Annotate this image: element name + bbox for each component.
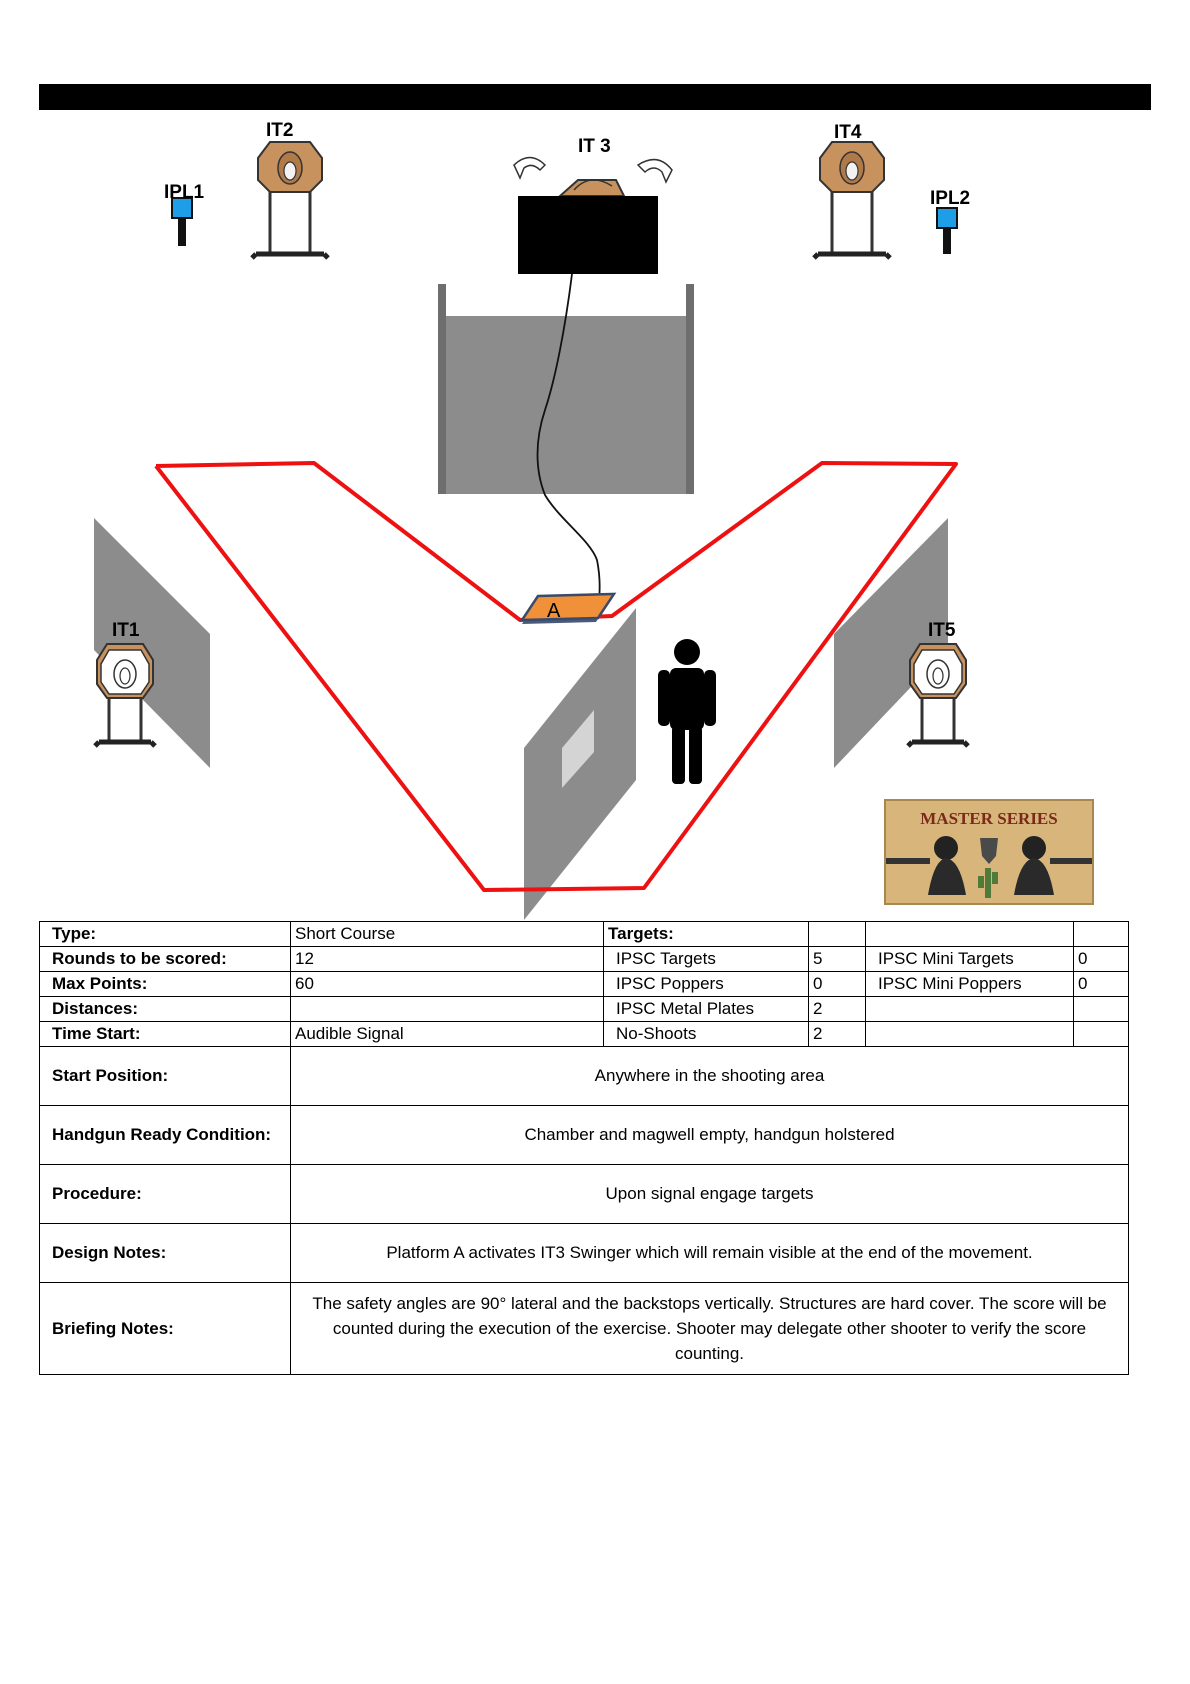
it3-swinger [514, 158, 672, 275]
ipl2-popper [937, 208, 957, 254]
row-design-notes [40, 1224, 1129, 1283]
header-bar [39, 84, 1151, 110]
row-procedure [40, 1165, 1129, 1224]
briefing-notes-label: Briefing Notes: [40, 1283, 291, 1375]
it1-target [95, 644, 155, 746]
label-it1: IT1 [112, 620, 140, 641]
it5-target [908, 644, 968, 746]
label-platform-a: A [547, 600, 561, 622]
target-count: 2 [809, 1022, 866, 1047]
time-start-value: Audible Signal [291, 1022, 604, 1047]
row-start-position [40, 1047, 1129, 1106]
time-start-label: Time Start: [40, 1022, 291, 1047]
briefing-notes-value: The safety angles are 90° lateral and the backstops vertically. Structures are hard cover. The score will be counted during the execution of the exercise. Shooter may delegate other shooter to verify the score counting. [291, 1283, 1129, 1375]
max-points-value: 60 [291, 972, 604, 997]
it4-target [814, 142, 890, 258]
target-count: 0 [809, 972, 866, 997]
procedure-value: Upon signal engage targets [291, 1165, 1129, 1224]
svg-text:MASTER SERIES: MASTER SERIES [920, 809, 1058, 828]
target-name: IPSC Targets [604, 947, 809, 972]
it2-target [252, 142, 328, 258]
type-value: Short Course [291, 922, 604, 947]
distances-label: Distances: [40, 997, 291, 1022]
row-ready-condition [40, 1106, 1129, 1165]
design-notes-label: Design Notes: [40, 1224, 291, 1283]
target-count: 5 [809, 947, 866, 972]
rounds-value: 12 [291, 947, 604, 972]
label-ipl1: IPL1 [164, 182, 205, 203]
distances-value [291, 997, 604, 1022]
row-rounds [40, 947, 1129, 972]
label-ipl2: IPL2 [930, 188, 971, 209]
mini-target-count: 0 [1074, 947, 1129, 972]
shooter-icon [658, 639, 716, 784]
targets-label: Targets: [604, 922, 809, 947]
target-count: 2 [809, 997, 866, 1022]
ipl1-popper [172, 198, 192, 246]
briefing-table [39, 921, 1129, 1375]
target-name: No-Shoots [604, 1022, 809, 1047]
row-max-points [40, 972, 1129, 997]
rounds-label: Rounds to be scored: [40, 947, 291, 972]
ready-condition-label: Handgun Ready Condition: [40, 1106, 291, 1165]
row-briefing-notes [40, 1283, 1129, 1375]
procedure-label: Procedure: [40, 1165, 291, 1224]
platform-a [522, 594, 614, 624]
target-name: IPSC Metal Plates [604, 997, 809, 1022]
mini-target-name: IPSC Mini Poppers [866, 972, 1074, 997]
row-time-start [40, 1022, 1129, 1047]
design-notes-value: Platform A activates IT3 Swinger which will remain visible at the end of the movement. [291, 1224, 1129, 1283]
label-it4: IT4 [834, 122, 862, 143]
mini-target-name: IPSC Mini Targets [866, 947, 1074, 972]
label-it3: IT 3 [578, 136, 611, 157]
row-distances [40, 997, 1129, 1022]
mini-target-count: 0 [1074, 972, 1129, 997]
label-it2: IT2 [266, 120, 294, 141]
start-position-value: Anywhere in the shooting area [291, 1047, 1129, 1106]
max-points-label: Max Points: [40, 972, 291, 997]
row-type [40, 922, 1129, 947]
start-position-label: Start Position: [40, 1047, 291, 1106]
ready-condition-value: Chamber and magwell empty, handgun holstered [291, 1106, 1129, 1165]
type-label: Type: [40, 922, 291, 947]
master-series-logo [885, 800, 1093, 904]
label-it5: IT5 [928, 620, 956, 641]
target-name: IPSC Poppers [604, 972, 809, 997]
